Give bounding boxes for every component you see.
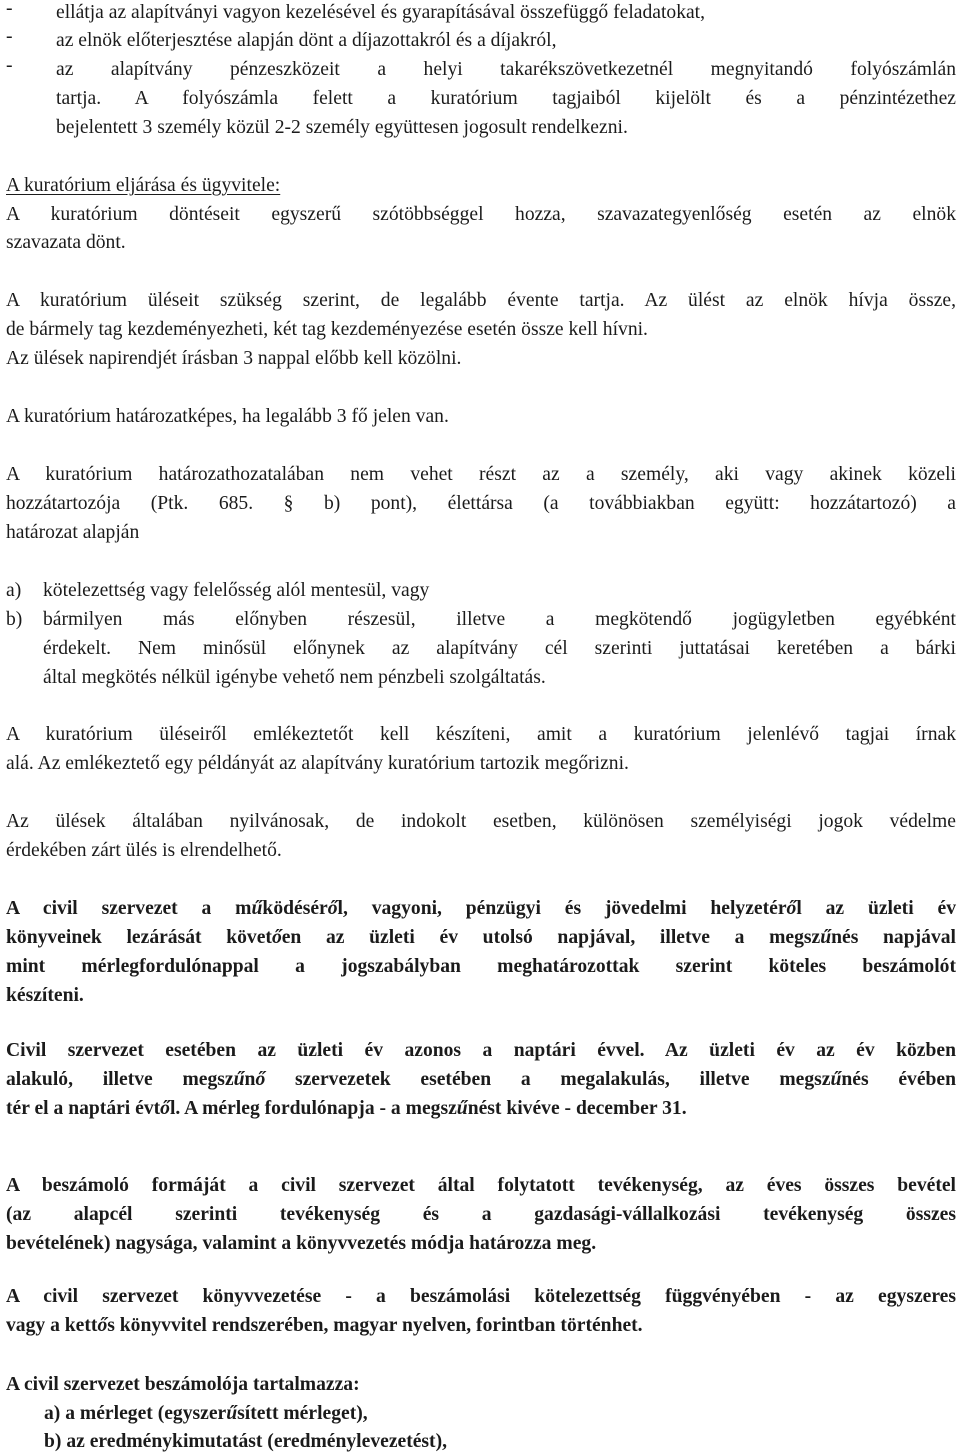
paragraph-line: A kuratórium határozatképes, ha legalább 3 fő jelen van. [6, 406, 449, 427]
paragraph-line: A kuratórium határozathozatalában nem vehet részt az a személy, aki vagy akinek közeli [6, 464, 956, 485]
list-item: bármilyen más előnyben részesül, illetve a megkötendő jogügyletben egyébként [43, 609, 956, 630]
list-bullet: - [6, 0, 13, 19]
list-bullet: - [6, 55, 13, 76]
paragraph-line: Az ülések általában nyilvánosak, de indokolt esetben, különösen személyiségi jogok védelme [6, 811, 956, 832]
paragraph-line: vagy a kettős könyvvitel rendszerében, magyar nyelven, forintban történhet. [6, 1315, 643, 1336]
list-item-continuation: által megkötés nélkül igénybe vehető nem pénzbeli szolgáltatás. [43, 667, 546, 688]
paragraph-line: A beszámoló formáját a civil szervezet által folytatott tevékenység, az éves összes bevétel [6, 1175, 956, 1196]
item-label: b) [6, 609, 23, 630]
list-item: az elnök előterjesztése alapján dönt a díjazottakról és a díjakról, [56, 30, 557, 51]
section-heading: A kuratórium eljárása és ügyvitele: [6, 175, 281, 196]
list-item: kötelezettség vagy felelősség alól mentesül, vagy [43, 580, 430, 601]
paragraph-line: alá. Az emlékeztető egy példányát az alapítvány kuratórium tartozik megőrizni. [6, 753, 629, 774]
paragraph-line: Civil szervezet esetében az üzleti év azonos a naptári évvel. Az üzleti év az év közben [6, 1040, 956, 1061]
paragraph-line: A kuratórium üléseiről emlékeztetőt kell készíteni, amit a kuratórium jelenlévő tagjai írnak [6, 724, 956, 745]
paragraph-line: bevételének) nagysága, valamint a könyvvezetés módja határozza meg. [6, 1233, 597, 1254]
paragraph-line: mint mérlegfordulónappal a jogszabályban meghatározottak szerint köteles beszámolót [6, 956, 956, 977]
list-item-continuation: bejelentett 3 személy közül 2-2 személy együttesen jogosult rendelkezni. [56, 117, 628, 138]
paragraph-line: érdekében zárt ülés is elrendelhető. [6, 840, 282, 861]
paragraph-line: tér el a naptári évtől. A mérleg fordulónapja - a megszűnést kivéve - december 31. [6, 1098, 687, 1119]
paragraph-line: (az alapcél szerinti tevékenység és a gazdasági-vállalkozási tevékenység összes [6, 1204, 956, 1225]
paragraph-line: könyveinek lezárását követően az üzleti év utolsó napjával, illetve a megszűnés napjával [6, 927, 956, 948]
paragraph-line: A kuratórium döntéseit egyszerű szótöbbséggel hozza, szavazategyenlőség esetén az elnök [6, 204, 956, 225]
list-item: az alapítvány pénzeszközeit a helyi takarékszövetkezetnél megnyitandó folyószámlán [56, 59, 956, 80]
paragraph-line: de bármely tag kezdeményezheti, két tag kezdeményezése esetén össze kell hívni. [6, 319, 648, 340]
paragraph-line: szavazata dönt. [6, 232, 126, 253]
paragraph-line: határozat alapján [6, 522, 140, 543]
item-label: a) [6, 580, 22, 601]
paragraph-line: alakuló, illetve megszűnő szervezetek esetében a megalakulás, illetve megszűnés évében [6, 1069, 957, 1090]
paragraph-line: A civil szervezet a működéséről, vagyoni, pénzügyi és jövedelmi helyzetéről az üzleti év [6, 898, 956, 919]
paragraph-line: A civil szervezet beszámolója tartalmazza: [6, 1374, 360, 1395]
paragraph-line: készíteni. [6, 985, 84, 1006]
list-bullet: - [6, 26, 13, 47]
list-item-continuation: tartja. A folyószámla felett a kuratórium tagjaiból kijelölt és a pénzintézethez [56, 88, 956, 109]
paragraph-line: hozzátartozója (Ptk. 685. § b) pont), élettársa (a továbbiakban együtt: hozzátartozó) a [6, 493, 956, 514]
paragraph-line: Az ülések napirendjét írásban 3 nappal előbb kell közölni. [6, 348, 462, 369]
paragraph-line: A civil szervezet könyvvezetése - a beszámolási kötelezettség függvényében - az egyszeres [6, 1286, 956, 1307]
list-item-continuation: érdekelt. Nem minősül előnynek az alapítvány cél szerinti juttatásai keretében a bárki [43, 638, 956, 659]
list-item: b) az eredménykimutatást (eredménylevezetést), [44, 1431, 448, 1452]
paragraph-line: A kuratórium üléseit szükség szerint, de legalább évente tartja. Az ülést az elnök hívja össze, [6, 290, 956, 311]
list-item: a) a mérleget (egyszerűsített mérleget), [44, 1403, 368, 1424]
list-item: ellátja az alapítványi vagyon kezelésével és gyarapításával összefüggő feladatokat, [56, 2, 706, 23]
